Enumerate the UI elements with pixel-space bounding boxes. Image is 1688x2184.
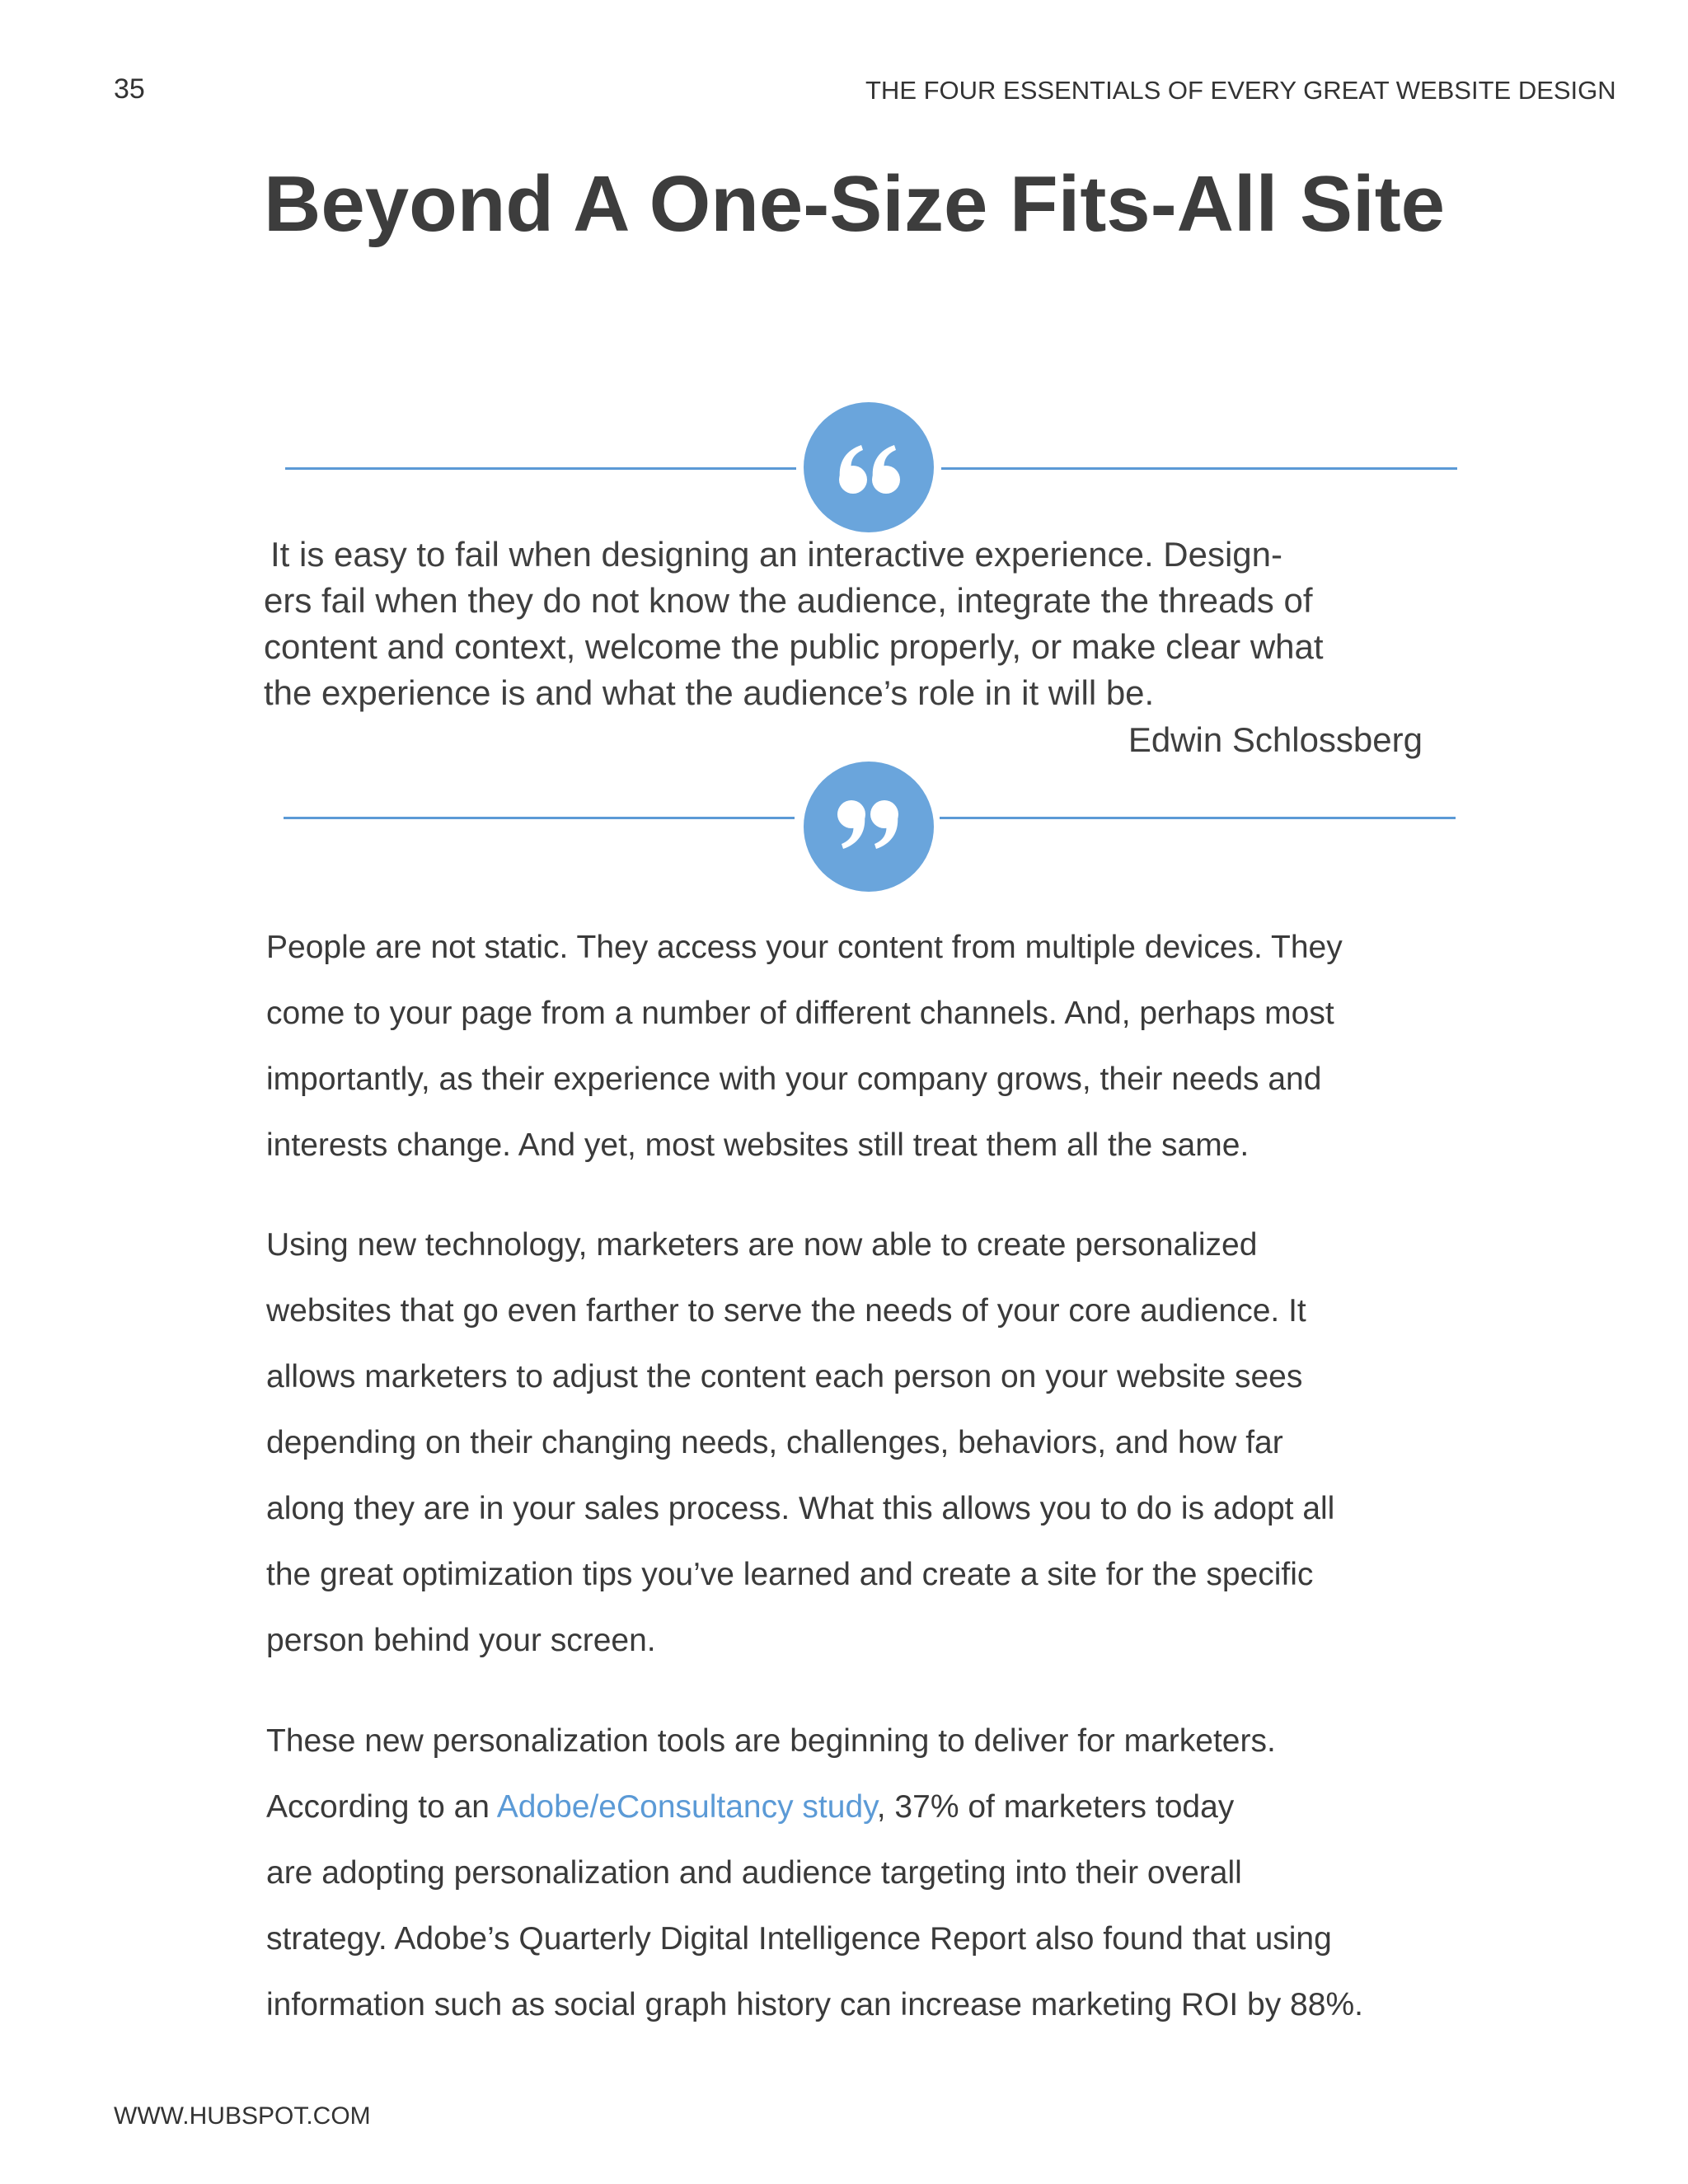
body-paragraph-2 [266,1212,1470,1674]
close-quote-icon [804,762,934,892]
paragraph-line: importantly, as their experience with your company grows, their needs and [266,1062,1322,1097]
paragraph-line: person behind your screen. [266,1623,656,1658]
quote-line: ers fail when they do not know the audience, integrate the threads of [264,581,1313,620]
page-title: Beyond A One-Size Fits-All Site [264,160,1446,248]
paragraph-line: along they are in your sales process. What this allows you to do is adopt all [266,1491,1335,1526]
quote-divider-bottom-left [284,817,795,819]
body-paragraph-3 [266,1708,1470,2038]
quote-author: Edwin Schlossberg [1128,720,1423,759]
footer-url: WWW.HUBSPOT.COM [114,2102,371,2130]
paragraph-line: interests change. And yet, most websites still treat them all the same. [266,1127,1250,1163]
quote-line: the experience is and what the audience’s role in it will be. [264,673,1155,712]
quote-divider-top-right [941,467,1457,470]
paragraph-line: information such as social graph history can increase marketing ROI by 88%. [266,1987,1363,2022]
quote-divider-bottom-right [940,817,1456,819]
paragraph-line: People are not static. They access your content from multiple devices. They [266,930,1343,965]
open-quote-icon [804,402,934,532]
quote-line: It is easy to fail when designing an interactive experience. Design- [270,535,1283,574]
paragraph-line: strategy. Adobe’s Quarterly Digital Intelligence Report also found that using [266,1921,1332,1957]
paragraph-line [266,1774,1470,1840]
paragraph-line: These new personalization tools are beginning to deliver for marketers. [266,1723,1276,1759]
paragraph-text: According to an [266,1789,497,1825]
paragraph-line: allows marketers to adjust the content each person on your website sees [266,1359,1303,1394]
body-paragraph-1 [266,915,1470,1179]
paragraph-line: come to your page from a number of different channels. And, perhaps most [266,996,1334,1031]
paragraph-line: depending on their changing needs, challenges, behaviors, and how far [266,1425,1283,1460]
paragraph-line: websites that go even farther to serve the needs of your core audience. It [266,1293,1306,1329]
quote-text [264,532,1434,716]
running-header: THE FOUR ESSENTIALS OF EVERY GREAT WEBSITE DESIGN [865,76,1616,105]
paragraph-line: Using new technology, marketers are now able to create personalized [266,1227,1258,1263]
paragraph-line: the great optimization tips you’ve learned and create a site for the specific [266,1557,1314,1592]
page-number: 35 [114,73,145,105]
adobe-econsultancy-study-link[interactable]: Adobe/eConsultancy study [496,1789,877,1825]
quote-divider-top-left [285,467,796,470]
paragraph-line: are adopting personalization and audience targeting into their overall [266,1855,1242,1891]
quote-line: content and context, welcome the public properly, or make clear what [264,627,1324,666]
paragraph-text: , 37% of marketers today [876,1789,1235,1825]
